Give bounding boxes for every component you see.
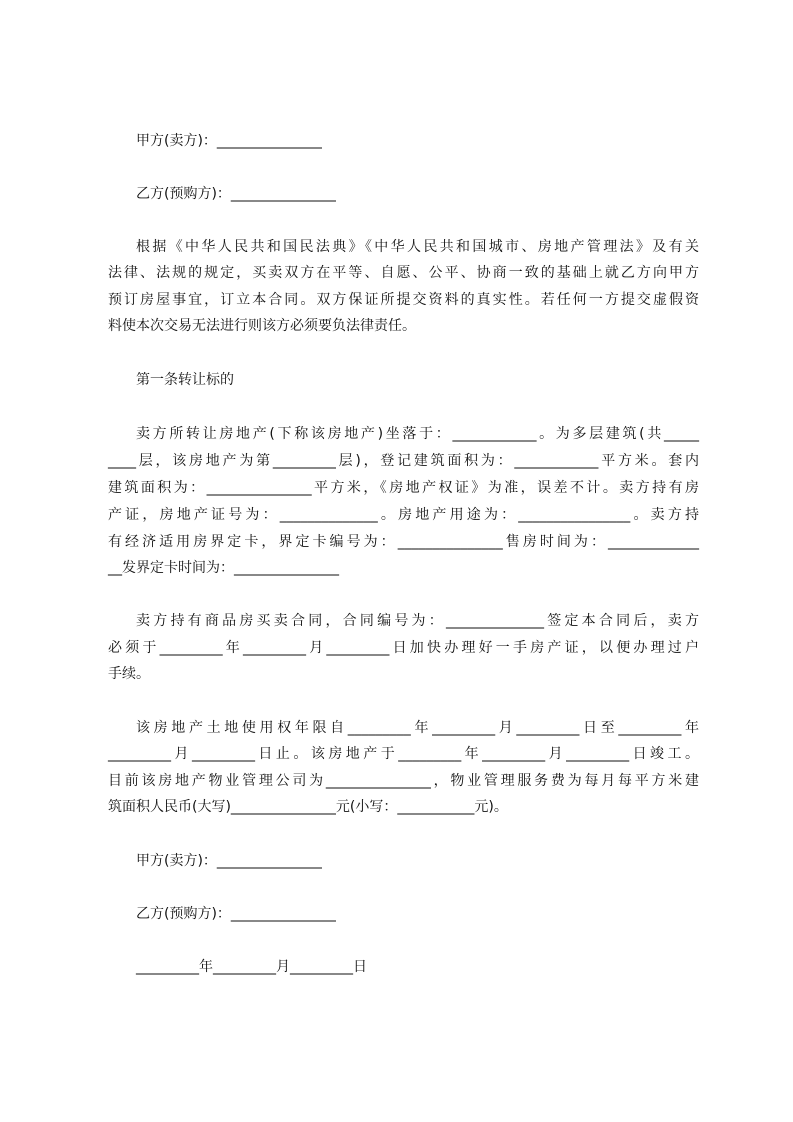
article1-para1-line-3: 建筑面积为：_______________平方米，《房地产权证》为准，误差不计。卖方持有房 bbox=[108, 480, 699, 496]
party-b-line-bottom: 乙方(预购方)：_______________ bbox=[136, 906, 336, 922]
party-a-line-top: 甲方(卖方)：_______________ bbox=[136, 133, 322, 149]
preamble-line-4: 料使本次交易无法进行则该方必须要负法律责任。 bbox=[108, 318, 416, 334]
preamble-line-1: 根据《中华人民共和国民法典》《中华人民共和国城市、房地产管理法》及有关 bbox=[136, 239, 699, 255]
article1-para3-line-4: 筑面积人民币(大写)_______________元(小写：___________元)。 bbox=[108, 799, 508, 815]
article1-para2-line-1: 卖方持有商品房买卖合同，合同编号为：______________签定本合同后，卖方 bbox=[136, 613, 699, 629]
article1-para3-line-3: 目前该房地产物业管理公司为_______________，物业管理服务费为每月每平方米建 bbox=[108, 773, 699, 789]
article1-para1-line-1: 卖方所转让房地产(下称该房地产)坐落于：____________。为多层建筑(共_____ bbox=[136, 426, 699, 442]
party-b-line-top: 乙方(预购方)：_______________ bbox=[136, 186, 336, 202]
date-line: _________年_________月_________日 bbox=[136, 959, 367, 975]
article1-para1-line-2: ____层，该房地产为第_________层)，登记建筑面积为：____________平方米。套内 bbox=[108, 453, 699, 469]
article1-para2-line-2: 必须于_________年_________月_________日加快办理好一手房产证，以便办理过户 bbox=[108, 640, 699, 656]
article1-para3-line-1: 该房地产土地使用权年限自_________年_________月_________日至_________年 bbox=[136, 720, 699, 736]
article1-para2-line-3: 手续。 bbox=[108, 666, 150, 682]
article1-title: 第一条转让标的 bbox=[136, 372, 234, 388]
article1-para1-line-4: 产证，房地产证号为：______________。房地产用途为：________________。卖方持 bbox=[108, 507, 699, 523]
article1-para1-line-6: __发界定卡时间为：_______________ bbox=[108, 560, 339, 576]
article1-para1-line-5: 有经济适用房界定卡，界定卡编号为：_______________售房时间为：_____________ bbox=[108, 534, 699, 550]
preamble-line-3: 预订房屋事宜，订立本合同。双方保证所提交资料的真实性。若任何一方提交虚假资 bbox=[108, 292, 699, 308]
article1-para3-line-2: _________月_________日止。该房地产于_________年_________月_________日竣工。 bbox=[108, 746, 699, 762]
party-a-line-bottom: 甲方(卖方)：_______________ bbox=[136, 853, 322, 869]
preamble-line-2: 法律、法规的规定，买卖双方在平等、自愿、公平、协商一致的基础上就乙方向甲方 bbox=[108, 265, 699, 281]
